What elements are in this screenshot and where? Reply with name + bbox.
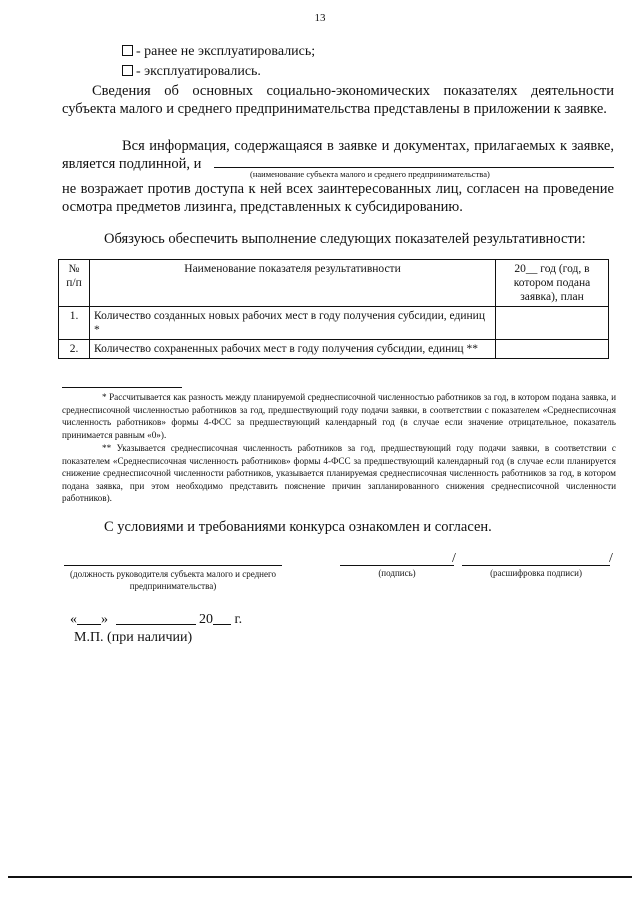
info-paragraph: Сведения об основных социально-экономических показателях деятельности субъекта малого и среднего предпринимательства представлены в приложении к заявке.: [62, 83, 614, 117]
authenticity-paragraph: Вся информация, содержащаяся в заявке и документах, прилагаемых к заявке, является подлинной, и: [62, 138, 614, 172]
header-plan: 20__ год (год, в котором подана заявка), план: [496, 260, 609, 307]
row-plan-value[interactable]: [496, 307, 609, 340]
bottom-rule: [8, 876, 632, 878]
position-field[interactable]: [64, 565, 282, 566]
agreement-text: С условиями и требованиями конкурса ознакомлен и согласен.: [104, 519, 492, 535]
commitment-text: Обязуюсь обеспечить выполнение следующих показателей результативности:: [104, 231, 586, 247]
option-not-operated[interactable]: [122, 43, 315, 61]
signature-caption: (подпись): [378, 568, 416, 578]
open-quote: «: [70, 612, 77, 627]
option-label: - ранее не эксплуатировались;: [136, 44, 316, 59]
slash-end: /: [609, 551, 613, 566]
subject-name-field[interactable]: [214, 167, 614, 168]
row-indicator-name: Количество сохраненных рабочих мест в году получения субсидии, единиц **: [90, 340, 496, 359]
decoding-caption: (расшифровка подписи): [490, 568, 582, 578]
header-number: № п/п: [59, 260, 90, 307]
subject-name-caption: (наименование субъекта малого и среднего предпринимательства): [250, 169, 490, 179]
page-number: 13: [314, 12, 326, 24]
footnote-separator: [62, 387, 182, 388]
signature-field[interactable]: [340, 565, 454, 566]
option-label: - эксплуатировались.: [136, 64, 261, 79]
option-operated[interactable]: [122, 63, 261, 81]
table-row: [59, 340, 609, 359]
slash-separator: /: [452, 551, 456, 566]
month-field[interactable]: [116, 612, 196, 625]
results-table: [58, 259, 609, 359]
stamp-label: М.П. (при наличии): [74, 630, 193, 645]
checkbox-icon[interactable]: [122, 65, 133, 76]
year-prefix: 20: [199, 612, 213, 627]
day-field[interactable]: [77, 612, 101, 625]
year-suffix: г.: [234, 612, 243, 627]
footnote-1: * Рассчитывается как разность между планируемой среднесписочной численностью работников за год, в котором подана заявка, и среднесписочной численностью работников за год, предшествующий году подачи заявки, в соответствии с показателем «Среднесписочная численность работников» формы 4-ФСС за предшествующий календарный год (в случае если значение отрицательное, показатель принимается равным «0»).: [62, 392, 616, 440]
year-field[interactable]: [213, 612, 231, 625]
footnote-2: ** Указывается среднесписочная численность работников за год, предшествующий году подачи заявки, в соответствии с показателем «Среднесписочная численность работников» формы 4-ФСС за предшествующий календарный год (в случае если планируется снижение среднесписочной численности работников, указывается планируемая среднесписочная численность работников за год, в котором подана заявка, при этом необходимо представить пояснение причин запланированного снижения среднесписочной численности работников).: [62, 443, 616, 504]
close-quote: »: [101, 612, 108, 627]
checkbox-icon[interactable]: [122, 45, 133, 56]
row-plan-value[interactable]: [496, 340, 609, 359]
position-caption: (должность руководителя субъекта малого и среднего предпринимательства): [70, 569, 276, 591]
header-indicator-name: Наименование показателя результативности: [90, 260, 496, 307]
date-line: [70, 611, 242, 629]
row-number: 2.: [59, 340, 90, 359]
table-header-row: [59, 260, 609, 307]
authenticity-paragraph-end: не возражает против доступа к ней всех заинтересованных лиц, согласен на проведение осмотра предметов лизинга, представленных к субсидированию.: [62, 181, 614, 215]
row-number: 1.: [59, 307, 90, 340]
decoding-field[interactable]: [462, 565, 610, 566]
row-indicator-name: Количество созданных новых рабочих мест в году получения субсидии, единиц *: [90, 307, 496, 340]
table-row: [59, 307, 609, 340]
